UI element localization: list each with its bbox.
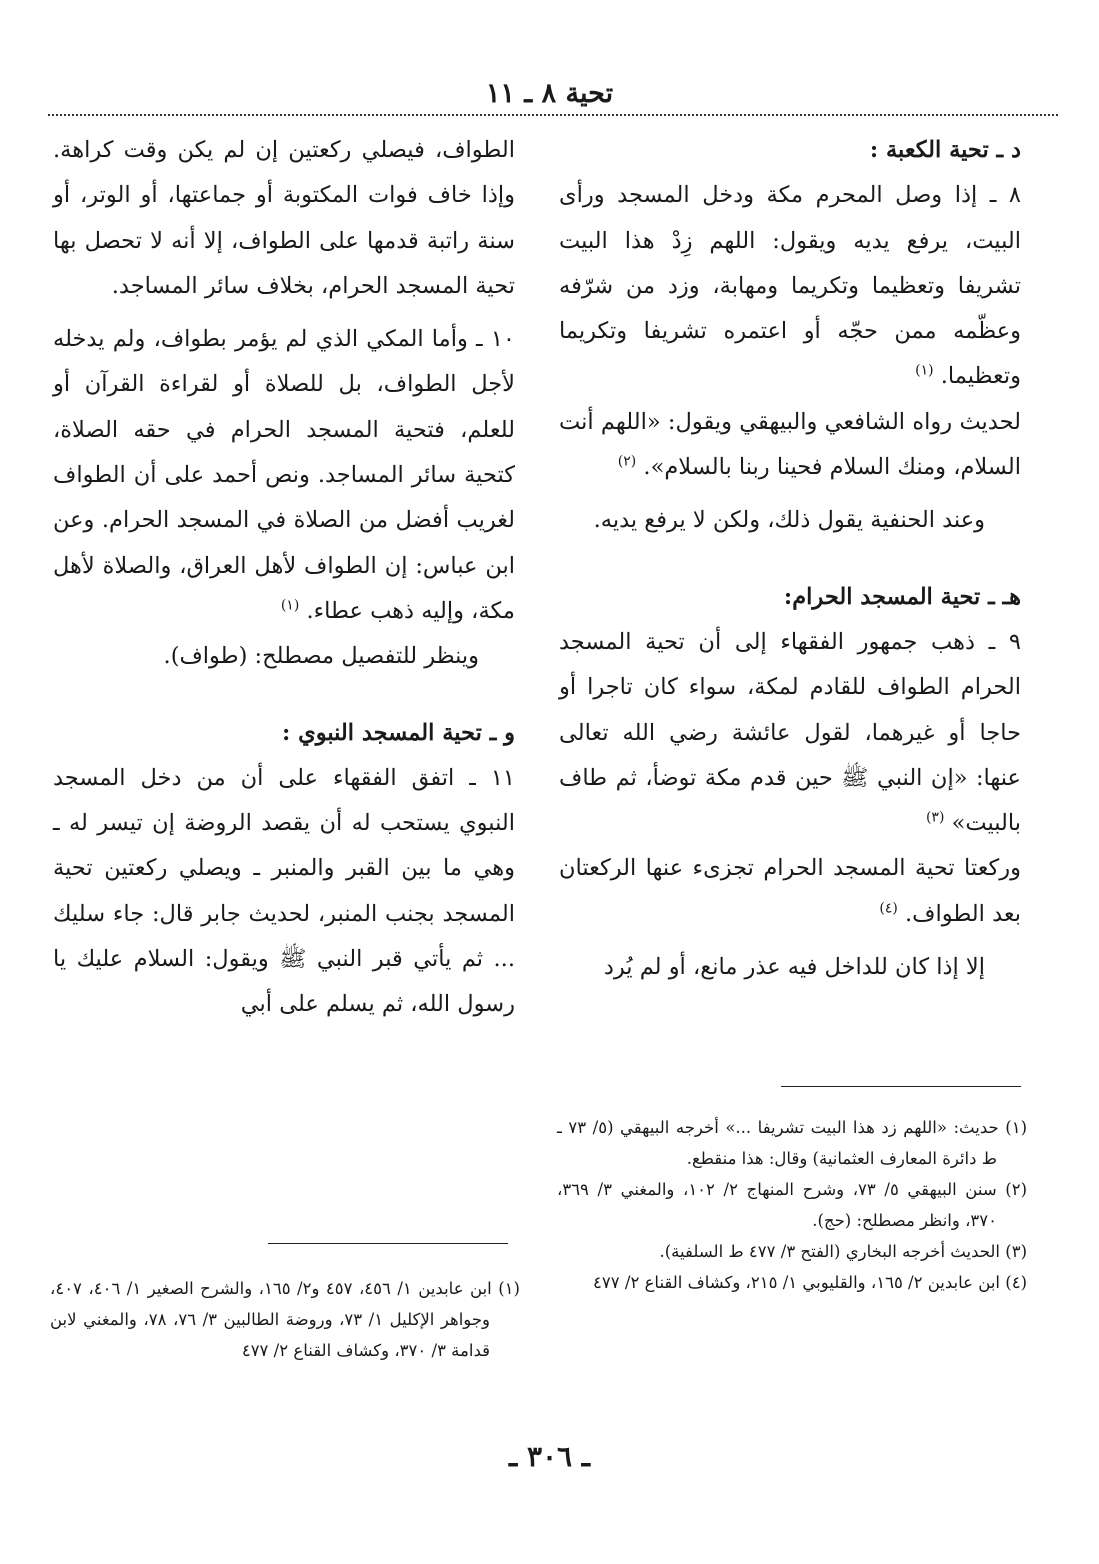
header-dotted-rule <box>48 114 1058 116</box>
paragraph-spacer <box>53 680 515 711</box>
body-paragraph <box>559 846 1021 937</box>
left-column <box>53 128 515 1028</box>
paragraph-text: وينظر للتفصيل مصطلح: (طواف). <box>163 643 479 670</box>
footnote-separator-left <box>268 1243 508 1244</box>
footnotes-left <box>50 1273 520 1366</box>
body-paragraph <box>559 498 1021 543</box>
paragraph-text: إلا إذا كان للداخل فيه عذر مانع، أو لم يُرد <box>603 954 985 981</box>
footnote-reference: (٢) <box>617 453 637 470</box>
paragraph-text: هـ ـ تحية المسجد الحرام: <box>783 583 1021 610</box>
body-paragraph <box>53 317 515 634</box>
paragraph-spacer <box>559 490 1021 498</box>
body-paragraph <box>559 400 1021 491</box>
body-paragraph <box>53 756 515 1028</box>
paragraph-text: الطواف، فيصلي ركعتين إن لم يكن وقت كراهة. وإذا خاف فوات المكتوبة أو جماعتها، أو الوتر، أو سنة راتبة قدمها على الطواف، إلا أنه لا تحصل بها تحية المسجد الحرام، بخلاف سائر المساجد. <box>53 137 515 299</box>
section-heading <box>559 575 1021 620</box>
page-number: ـ ٣٠٦ ـ <box>508 1440 591 1473</box>
paragraph-text: ٨ ـ إذا وصل المحرم مكة ودخل المسجد ورأى البيت، يرفع يديه ويقول: اللهم زِدْ هذا البيت تشريفا وتعظيما وتكريما ومهابة، وزد من شرّفه وعظّمه ممن حجّه أو اعتمره تشريفا وتكريما وتعظيما. <box>559 182 1021 390</box>
paragraph-text: د ـ تحية الكعبة : <box>869 137 1021 163</box>
footnote-entry: (٣) الحديث أخرجه البخاري (الفتح ٣/ ٤٧٧ ط السلفية). <box>659 1242 1027 1261</box>
section-heading <box>559 128 1021 173</box>
footnote-entry: (١) حديث: «اللهم زد هذا البيت تشريفا ...» أخرجه البيهقي (٥/ ٧٣ ـ ط دائرة المعارف العثمانية) وقال: هذا منقطع. <box>557 1118 1027 1168</box>
footnote-entry: (١) ابن عابدين ١/ ٤٥٦، ٤٥٧ و٢/ ١٦٥، والشرح الصغير ١/ ٤٠٦، ٤٠٧، وجواهر الإكليل ١/ ٧٣، وروضة الطالبين ٣/ ٧٦، ٧٨، والمغني لابن قدامة ٣/ ٣٧٠، وكشاف القناع ٢/ ٤٧٧ <box>50 1279 520 1360</box>
footnote-separator-right <box>781 1086 1021 1087</box>
paragraph-text: ١٠ ـ وأما المكي الذي لم يؤمر بطواف، ولم يدخله لأجل الطواف، بل للصلاة أو لقراءة القرآن أو للعلم، فتحية المسجد الحرام في حقه الصلاة، كتحية سائر المساجد. ونص أحمد على أن الطواف لغريب أفضل من الصلاة في المسجد الحرام. وعن ابن عباس: إن الطواف لأهل العراق، والصلاة لأهل مكة، وإليه ذهب عطاء. <box>53 326 515 624</box>
running-title: تحية ٨ ـ ١١ <box>485 78 614 109</box>
footnote-reference: (١) <box>280 597 300 614</box>
body-paragraph <box>559 945 1021 990</box>
body-paragraph <box>53 128 515 309</box>
footnotes-right <box>557 1112 1027 1298</box>
footnote-reference: (٣) <box>925 809 945 826</box>
footnote-reference: (٤) <box>879 900 898 917</box>
right-column <box>559 128 1021 990</box>
paragraph-text: ١١ ـ اتفق الفقهاء على أن من دخل المسجد النبوي يستحب له أن يقصد الروضة إن تيسر له ـ وهي ما بين القبر والمنبر ـ ويصلي ركعتين تحية المسجد بجنب المنبر، لحديث جابر قال: جاء سليك ... ثم يأتي قبر النبي ﷺ ويقول: السلام عليك يا رسول الله، ثم يسلم على أبي <box>53 764 515 1018</box>
footnote-entry: (٢) سنن البيهقي ٥/ ٧٣، وشرح المنهاج ٢/ ١٠٢، والمغني ٣/ ٣٦٩، ٣٧٠، وانظر مصطلح: (حج). <box>557 1180 1028 1230</box>
paragraph-text: وركعتا تحية المسجد الحرام تجزىء عنها الركعتان بعد الطواف. <box>559 855 1021 927</box>
paragraph-text: لحديث رواه الشافعي والبيهقي ويقول: «اللهم أنت السلام، ومنك السلام فحينا ربنا بالسلام». <box>559 408 1021 481</box>
paragraph-text: ٩ ـ ذهب جمهور الفقهاء إلى أن تحية المسجد الحرام الطواف للقادم لمكة، سواء كان تاجرا أو حاجا أو غيرهما، لقول عائشة رضي الله تعالى عنها: «إن النبي ﷺ حين قدم مكة توضأ، ثم طاف بالبيت» <box>559 628 1021 837</box>
section-heading <box>53 711 515 756</box>
paragraph-text: و ـ تحية المسجد النبوي : <box>281 719 515 746</box>
page-header <box>0 76 1099 112</box>
footnote-entry: (٤) ابن عابدين ٢/ ١٦٥، والقليوبي ١/ ٢١٥، وكشاف القناع ٢/ ٤٧٧ <box>593 1273 1027 1292</box>
body-paragraph <box>559 620 1021 846</box>
paragraph-text: وعند الحنفية يقول ذلك، ولكن لا يرفع يديه. <box>593 507 985 534</box>
paragraph-spacer <box>559 937 1021 945</box>
body-paragraph <box>53 634 515 679</box>
body-paragraph <box>559 173 1021 399</box>
paragraph-spacer <box>559 544 1021 575</box>
footnote-reference: (١) <box>915 362 934 379</box>
paragraph-spacer <box>53 309 515 317</box>
